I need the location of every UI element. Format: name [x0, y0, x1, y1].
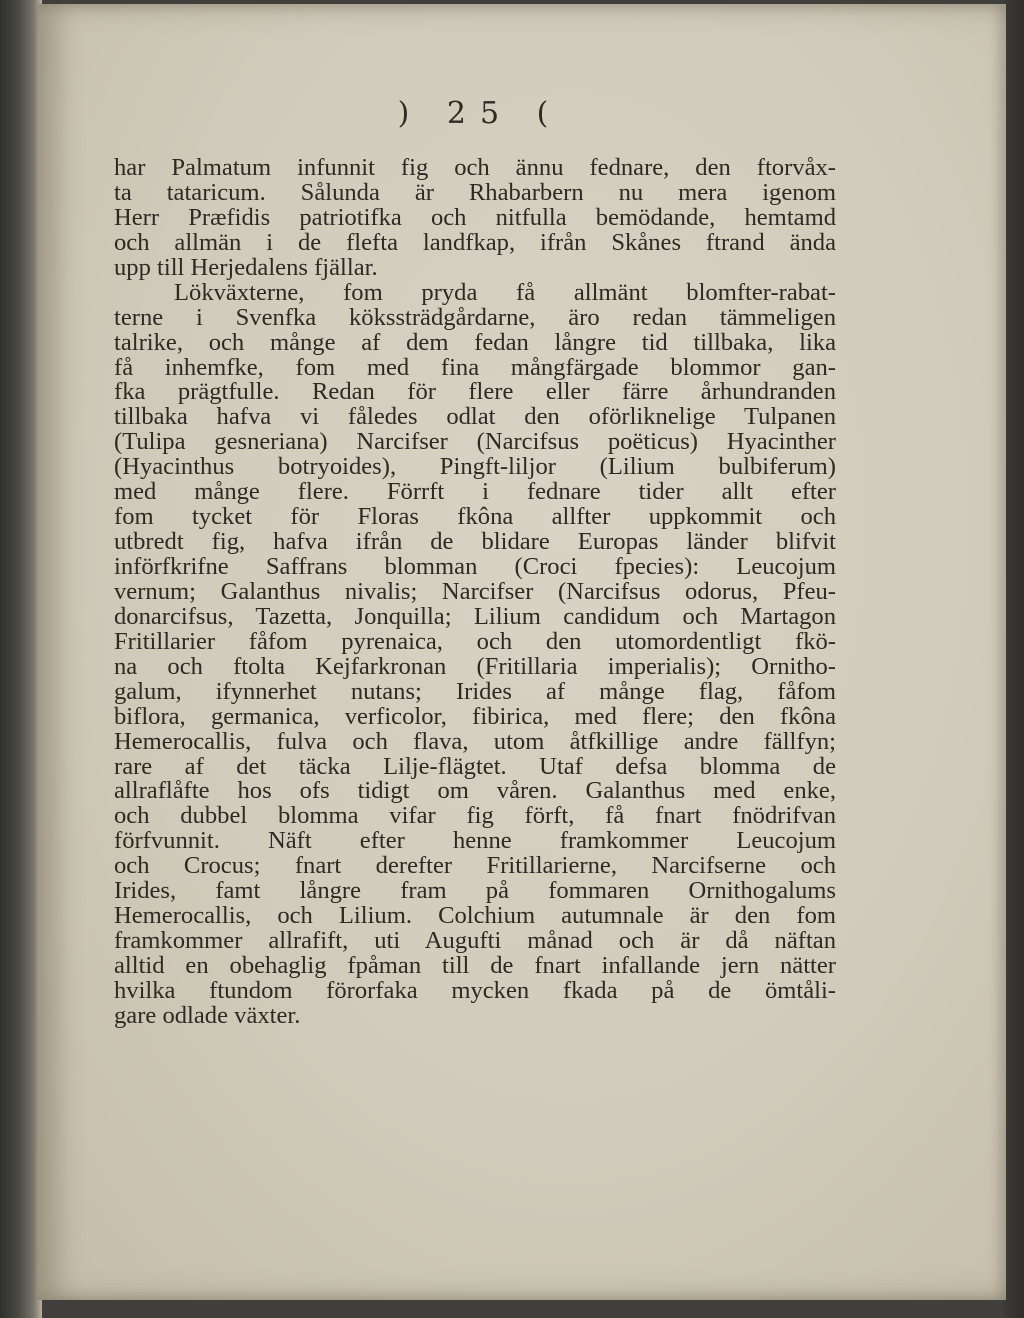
- text-line: na och ftolta Kejfarkronan (Fritillaria imperialis); Ornitho-: [114, 654, 836, 680]
- text-line: Hemerocallis, fulva och flava, utom åtfkillige andre fällfyn;: [114, 729, 836, 755]
- text-line: tillbaka hafva vi fåledes odlat den oförliknelige Tulpanen: [114, 405, 836, 431]
- text-line: fka prägtfulle. Redan för flere eller färre århundranden: [114, 380, 836, 406]
- text-line: med månge flere. Förrft i fednare tider allt efter: [114, 480, 836, 506]
- text-line: och allmän i de flefta landfkap, ifrån Skånes ftrand ända: [114, 230, 836, 256]
- text-line: har Palmatum infunnit fig och ännu fednare, den ftorvåx-: [114, 156, 836, 181]
- text-line: terne i Svenfka kökssträdgårdarne, äro redan tämmeligen: [114, 305, 836, 331]
- text-line: och dubbel blomma vifar fig förft, få fnart fnödrifvan: [114, 804, 836, 830]
- text-line: (Tulipa gesneriana) Narcifser (Narcifsus poëticus) Hyacinther: [114, 430, 836, 456]
- text-line: biflora, germanica, verficolor, fibirica, med flere; den fkôna: [114, 704, 836, 730]
- text-line: Lökväxterne, fom pryda få allmänt blomfter-rabat-: [174, 280, 836, 306]
- text-line: rare af det täcka Lilje-flägtet. Utaf defsa blomma de: [114, 754, 836, 780]
- page-number-header: ) 25 (: [397, 96, 563, 131]
- text-line: Irides, famt långre fram på fommaren Ornithogalums: [114, 879, 836, 905]
- text-line: upp till Herjedalens fjällar.: [114, 255, 378, 281]
- text-line: galum, ifynnerhet nutans; Irides af månge flag, fåfom: [114, 679, 836, 705]
- text-line: ta tataricum. Sålunda är Rhabarbern nu mera igenom: [114, 180, 836, 206]
- text-line: framkommer allrafift, uti Augufti månad och är då näftan: [114, 929, 836, 954]
- text-line: förfvunnit. Näft efter henne framkommer Leucojum: [114, 829, 836, 855]
- text-line: utbredt fig, hafva ifrån de blidare Europas länder blifvit: [114, 530, 836, 555]
- scan-edge: [1004, 0, 1024, 1318]
- text-line: och Crocus; fnart derefter Fritillarierne, Narcifserne och: [114, 854, 836, 880]
- text-line: allraflåfte hos ofs tidigt om våren. Galanthus med enke,: [114, 779, 836, 805]
- text-line: fom tycket för Floras fkôna allfter uppkommit och: [114, 505, 836, 531]
- text-line: gare odlade växter.: [114, 1003, 301, 1029]
- text-line: hvilka ftundom förorfaka mycken fkada på de ömtåli-: [114, 978, 836, 1004]
- body-text: [114, 156, 836, 1029]
- text-line: få inhemfke, fom med fina mångfärgade blommor gan-: [114, 355, 836, 381]
- text-line: Fritillarier fåfom pyrenaica, och den utomordentligt fkö-: [114, 629, 836, 655]
- text-line: alltid en obehaglig fpåman till de fnart infallande jern nätter: [114, 954, 836, 979]
- text-line: Hemerocallis, och Lilium. Colchium autumnale är den fom: [114, 904, 836, 930]
- text-line: införfkrifne Saffrans blomman (Croci fpecies): Leucojum: [114, 555, 836, 580]
- text-line: (Hyacinthus botryoides), Pingft-liljor (Lilium bulbiferum): [114, 455, 836, 481]
- text-line: vernum; Galanthus nivalis; Narcifser (Narcifsus odorus, Pfeu-: [114, 579, 836, 605]
- text-line: talrike, och månge af dem fedan långre tid tillbaka, lika: [114, 330, 836, 356]
- book-spine: [0, 0, 42, 1318]
- text-line: Herr Præfidis patriotifka och nitfulla bemödande, hemtamd: [114, 205, 836, 231]
- text-line: donarcifsus, Tazetta, Jonquilla; Lilium candidum och Martagon: [114, 604, 836, 630]
